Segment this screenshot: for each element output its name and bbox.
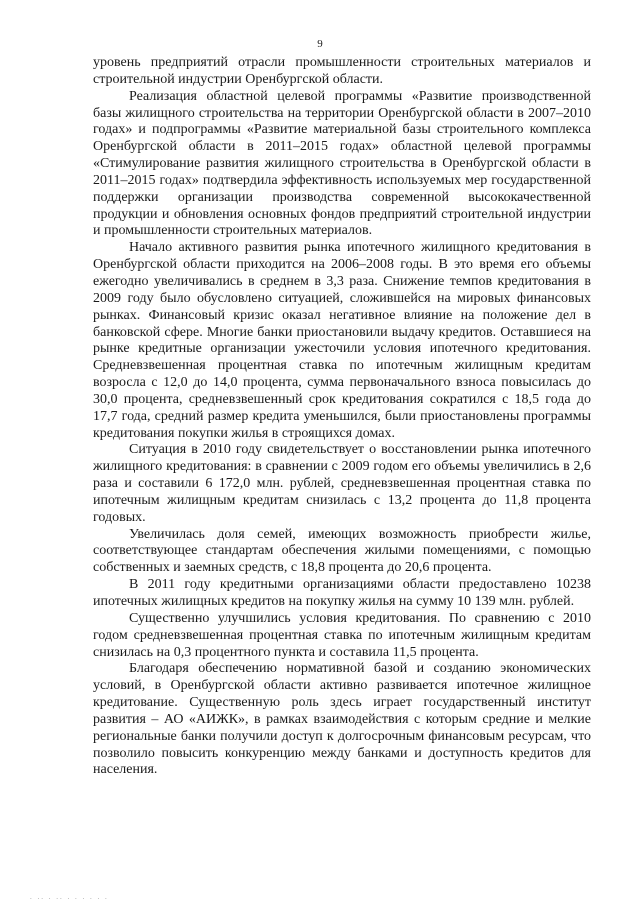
paragraph-program-results: Реализация областной целевой программы «Развитие производственной базы жилищного строительства на территории Оренбургской области в 2007–2010 годах» и подпрограммы «Развитие материальной базы строительного комплекса Оренбургской области в 2011–2015 годах» областной целевой программы «Стимулирование развития жилищного строительства в Оренбургской области в 2011–2015 годах» подтвердила эффективность используемых мер государственной поддержки организации производства современной высококачественной продукции и обновления основных фондов предприятий строительной индустрии и промышленности строительных материалов. (93, 88, 591, 239)
paragraph-continuation: уровень предприятий отрасли промышленности строительных материалов и строительной индустрии Оренбургской области. (93, 55, 591, 87)
page-number: 9 (317, 38, 323, 50)
document-body (93, 55, 591, 779)
paragraph-mortgage-history: Начало активного развития рынка ипотечного жилищного кредитования в Оренбургской области приходится на 2006–2008 годы. В это время его объемы ежегодно увеличивались в среднем в 3,3 раза. Снижение темпов кредитования в 2009 году было обусловлено ситуацией, сложившейся на мировых финансовых рынках. Финансовый кризис оказал негативное влияние на положение дел в банковской сфере. Многие банки приостановили выдачу кредитов. Оставшиеся на рынке кредитные организации ужесточили условия ипотечного кредитования. Средневзвешенная процентная ставка по ипотечным жилищным кредитам возросла с 12,0 до 14,0 процента, сумма первоначального взноса повысилась до 30,0 процента, средневзвешенный срок кредитования сократился с 18,5 года до 17,7 года, средний размер кредита уменьшился, были приостановлены программы кредитования покупки жилья в строящихся домах. (93, 240, 591, 441)
paragraph-2011-loans: В 2011 году кредитными организациями области предоставлено 10238 ипотечных жилищных кредитов на покупку жилья на сумму 10 139 млн. рублей. (93, 577, 591, 609)
paragraph-aizhk-role: Благодаря обеспечению нормативной базой и созданию экономических условий, в Оренбургской области активно развивается ипотечное жилищное кредитование. Существенную роль здесь играет государственный институт развития – АО «АИЖК», в рамках взаимодействия с которым средние и мелкие региональные банки получили доступ к долгосрочным финансовым ресурсам, что позволило повысить конкуренцию между банками и доступность кредитов для населения. (93, 661, 591, 778)
paragraph-family-share: Увеличилась доля семей, имеющих возможность приобрести жилье, соответствующее стандартам обеспечения жилыми помещениями, с помощью собственных и заемных средств, с 18,8 процента до 20,6 процента. (93, 526, 591, 576)
scan-artifact-mark: . .. . .. . . . . . . (30, 893, 109, 901)
paragraph-credit-conditions: Существенно улучшились условия кредитования. По сравнению с 2010 годом средневзвешенная процентная ставка по ипотечным жилищным кредитам снизилась на 0,3 процентного пункта и составила 11,5 процента. (93, 610, 591, 660)
paragraph-2010-recovery: Ситуация в 2010 году свидетельствует о восстановлении рынка ипотечного жилищного кредитования: в сравнении с 2009 годом его объемы увеличились в 2,6 раза и составили 6 172,0 млн. рублей, средневзвешенная процентная ставка по ипотечным жилищным кредитам снизилась с 13,2 процента до 11,8 процента годовых. (93, 442, 591, 525)
